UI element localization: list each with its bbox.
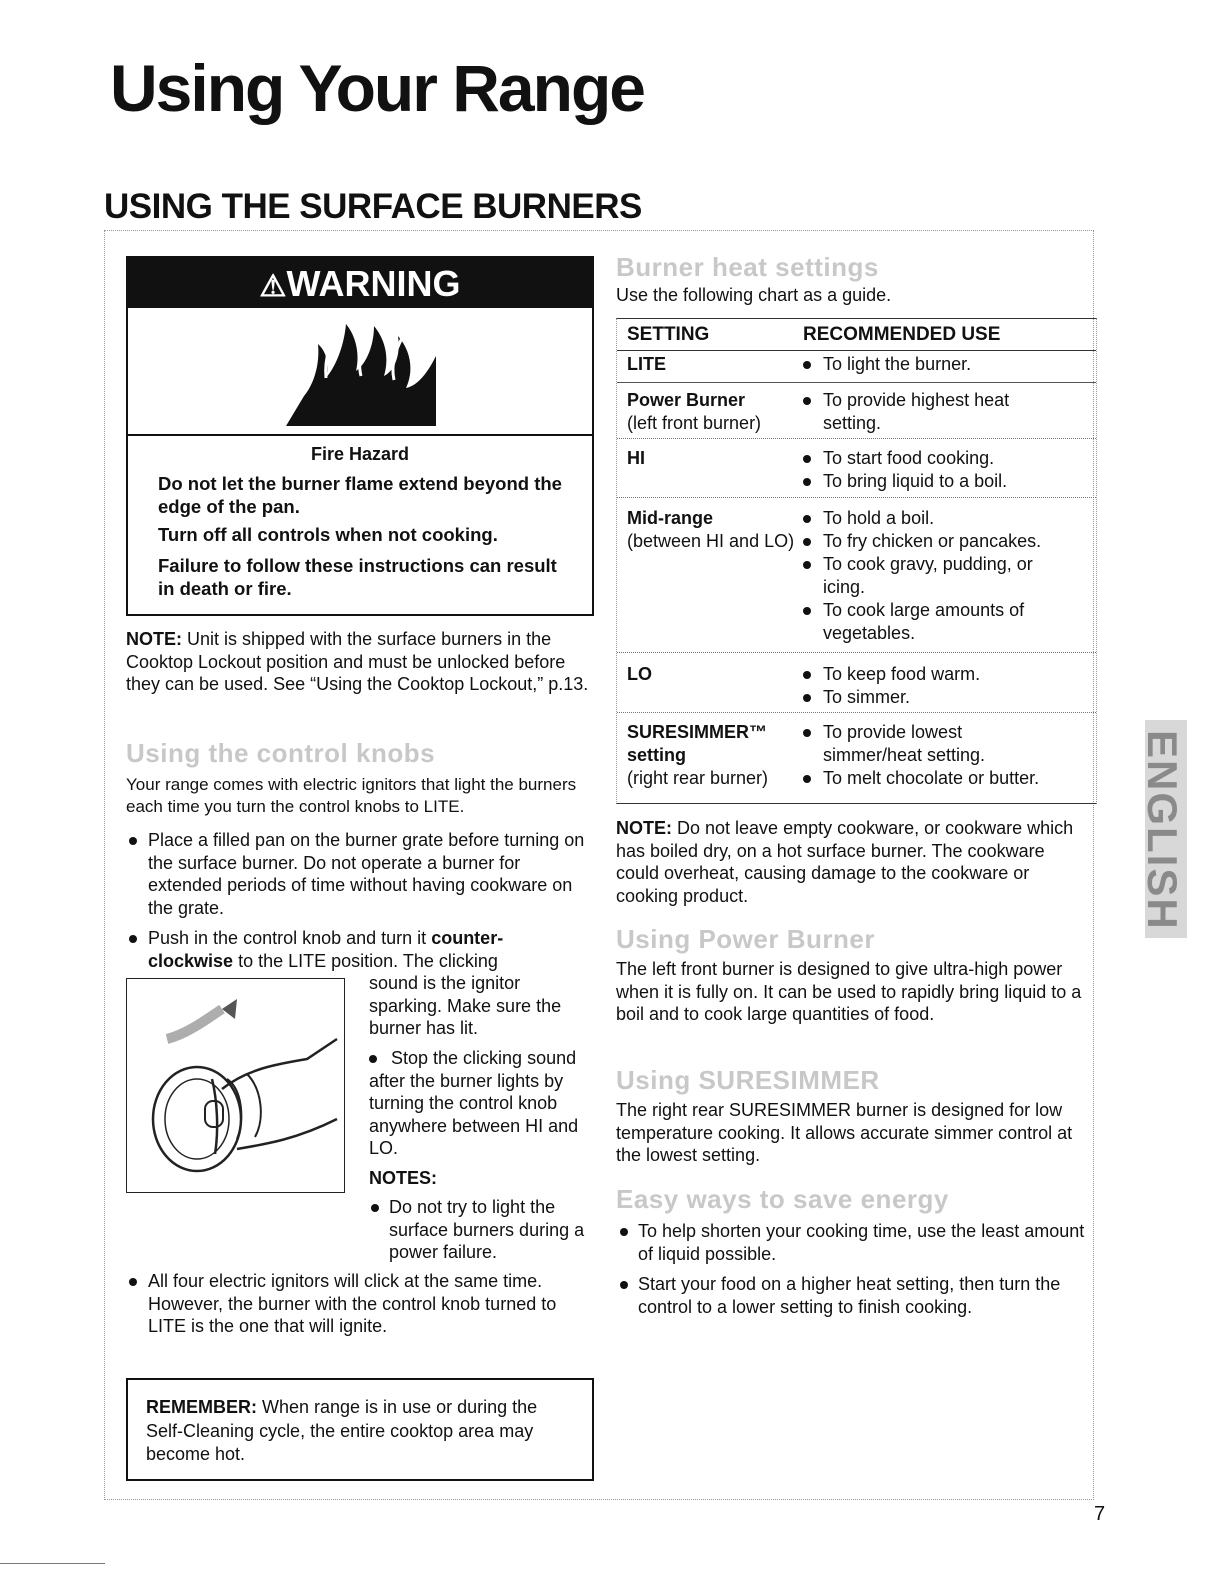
bullet-push-knob-bold: counter-clockwise [148, 928, 504, 971]
table-row-setting: HI [627, 448, 645, 468]
table-row-setting: Power Burner (left front burner) [627, 390, 762, 433]
bullet-place-pan: Place a filled pan on the burner grate before turning on the surface burner. Do not operate a burner for extended periods of time without having cookware on the grate. [148, 830, 585, 918]
note-power-failure: Do not try to light the surface burners during a power failure. [389, 1197, 585, 1262]
bullet-push-knob-text: Push in the control knob and turn it [148, 928, 432, 948]
table-divider [617, 497, 1096, 498]
page-number: 7 [1094, 1503, 1106, 1525]
remember-box [126, 1378, 594, 1481]
bullet-stop-clicking: Stop the clicking sound after the burner lights by turning the control knob anywhere between HI and LO. [369, 1048, 579, 1158]
table-row-use: To provide lowest simmer/heat setting. To melt chocolate or butter. [823, 721, 1083, 790]
bullet-all-ignitors: All four electric ignitors will click at the same time. However, the burner with the control knob turned to LITE is the one that will ignite. [148, 1271, 557, 1336]
note-text: Do not leave empty cookware, or cookware which has boiled dry, on a hot surface burner. The cookware could overheat, causing damage to the cookware or cooking product. [616, 818, 1074, 906]
bullet-dot [129, 935, 137, 943]
bullet-push-knob-text-2: to the LITE position. The clicking [233, 950, 498, 971]
bullet-dot [803, 515, 811, 523]
bullet-dot [129, 837, 137, 845]
bullet-dot [803, 455, 811, 463]
warning-line: Do not let the burner flame extend beyond the edge of the pan. [158, 473, 562, 517]
hand-turning-knob-icon [127, 979, 343, 1191]
heading-heat-settings: Burner heat settings [616, 252, 879, 282]
table-row-use: To light the burner. [823, 353, 1093, 376]
warning-line: Turn off all controls when not cooking. [158, 524, 498, 545]
control-knobs-intro: Your range comes with electric ignitors that light the burners each time you turn the control knobs to LITE. [126, 775, 577, 816]
language-tab-label: ENGLISH [1139, 729, 1186, 931]
warning-label: WARNING [286, 263, 461, 304]
bullet-dot [803, 478, 811, 486]
suresimmer-text: The right rear SURESIMMER burner is designed for low temperature cooking. It allows accurate simmer control at the lowest setting. [616, 1100, 1073, 1165]
bullet-push-knob [148, 927, 588, 972]
bullet-push-knob-cont: sound is the ignitor sparking. Make sure the burner has lit. [369, 973, 562, 1038]
table-row-setting: LO [627, 664, 652, 684]
table-row-setting: SURESIMMER™ setting (right rear burner) [627, 722, 769, 788]
bullet-dot [620, 1281, 628, 1289]
note-label: NOTE: [616, 818, 672, 838]
flame-icon [286, 316, 436, 428]
table-divider [617, 350, 1096, 351]
table-header-setting: SETTING [627, 324, 710, 345]
bullet-dot [129, 1278, 137, 1286]
note-label: NOTE: [126, 629, 182, 649]
table-row-setting: LITE [627, 354, 666, 374]
bullet-dot [803, 361, 811, 369]
table-row-use: To start food cooking. To bring liquid to a boil. [823, 447, 1093, 493]
knob-illustration [126, 978, 345, 1193]
bullet-dot [803, 694, 811, 702]
bullet-dot [803, 607, 811, 615]
bullet-dot [371, 1204, 379, 1212]
table-divider [617, 712, 1096, 713]
table-divider [617, 438, 1096, 439]
bullet-dot [803, 775, 811, 783]
note-cookware [616, 817, 1086, 907]
page-title: Using Your Range [110, 51, 644, 125]
bullet-dot [803, 397, 811, 405]
bullet-dot [803, 671, 811, 679]
table-row-use: To hold a boil. To fry chicken or pancakes. To cook gravy, pudding, or icing. To cook large amounts of vegetables. [823, 507, 1083, 645]
warning-divider [128, 434, 592, 436]
heading-suresimmer: Using SURESIMMER [616, 1065, 880, 1095]
table-row-setting: Mid-range (between HI and LO) [627, 508, 795, 551]
heading-power-burner: Using Power Burner [616, 924, 875, 954]
heat-settings-intro: Use the following chart as a guide. [616, 285, 892, 305]
note-text: Unit is shipped with the surface burners in the Cooktop Lockout position and must be unlocked before they can be used. See “Using the Cooktop Lockout,” p.13. [126, 629, 589, 694]
bullet-dot [803, 729, 811, 737]
warning-hazard: Fire Hazard [310, 444, 410, 464]
warning-header [128, 258, 592, 308]
heading-control-knobs: Using the control knobs [126, 738, 436, 768]
energy-bullet: To help shorten your cooking time, use the least amount of liquid possible. [638, 1221, 1085, 1264]
table-divider [617, 652, 1096, 653]
remember-label: REMEMBER: [146, 1397, 257, 1417]
table-row-use: To keep food warm. To simmer. [823, 663, 1093, 709]
footer-rule [0, 1563, 105, 1564]
warning-box [126, 256, 594, 616]
heat-settings-table [616, 318, 1097, 804]
remember-text: When range is in use or during the Self-Cleaning cycle, the entire cooktop area may become hot. [146, 1397, 538, 1464]
energy-bullet: Start your food on a higher heat setting, then turn the control to a lower setting to finish cooking. [638, 1274, 1061, 1317]
power-burner-text: The left front burner is designed to give ultra-high power when it is fully on. It can be used to rapidly bring liquid to a boil and to cook large quantities of food. [616, 959, 1082, 1024]
table-divider [617, 382, 1096, 383]
bullet-dot [620, 1228, 628, 1236]
warning-triangle-icon: ⚠ [259, 270, 287, 303]
heading-save-energy: Easy ways to save energy [616, 1184, 949, 1214]
table-header-use: RECOMMENDED USE [803, 324, 1001, 345]
section-title: USING THE SURFACE BURNERS [104, 187, 642, 226]
notes-label: NOTES: [369, 1168, 438, 1188]
bullet-dot [803, 561, 811, 569]
table-row-use: To provide highest heat setting. [823, 389, 1053, 435]
bullet-dot [803, 538, 811, 546]
warning-line: Failure to follow these instructions can result in death or fire. [158, 555, 557, 599]
note-lockout [126, 628, 596, 696]
